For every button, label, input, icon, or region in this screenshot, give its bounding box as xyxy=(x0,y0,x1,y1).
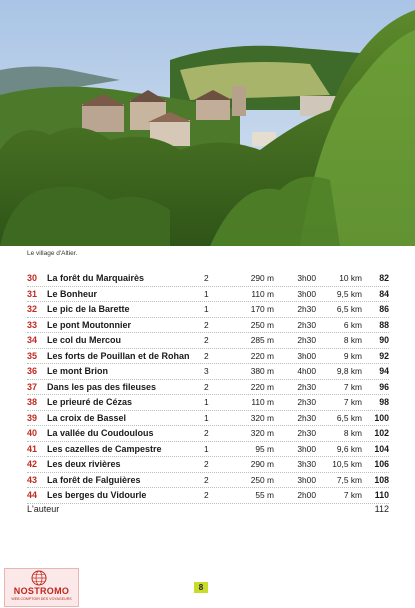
toc-time: 3h00 xyxy=(297,474,316,485)
toc-row[interactable] xyxy=(27,349,389,365)
toc-page: 84 xyxy=(379,288,389,299)
toc-time: 2h30 xyxy=(297,319,316,330)
toc-dist: 7 km xyxy=(343,397,362,408)
toc-diff: 1 xyxy=(204,443,209,454)
toc-row[interactable] xyxy=(27,473,389,489)
toc-num: 43 xyxy=(27,474,38,485)
toc-diff: 2 xyxy=(204,459,209,470)
toc-title: Le Bonheur xyxy=(47,288,98,299)
toc-diff: 2 xyxy=(204,273,209,284)
toc-row[interactable] xyxy=(27,411,389,427)
toc-time: 3h00 xyxy=(297,443,316,454)
toc-time: 2h30 xyxy=(297,428,316,439)
auteur-entry[interactable] xyxy=(27,504,389,514)
toc-page: 88 xyxy=(379,319,389,330)
toc-dist: 8 km xyxy=(343,428,362,439)
toc-row[interactable] xyxy=(27,333,389,349)
toc-time: 2h30 xyxy=(297,335,316,346)
toc-diff: 1 xyxy=(204,288,209,299)
toc-num: 39 xyxy=(27,412,38,423)
toc-diff: 1 xyxy=(204,412,209,423)
toc-diff: 2 xyxy=(204,319,209,330)
toc-row[interactable] xyxy=(27,442,389,458)
nostromo-logo xyxy=(4,568,79,607)
toc-time: 2h30 xyxy=(297,381,316,392)
toc-title: Le prieuré de Cézas xyxy=(47,397,133,408)
toc-dist: 7,5 km xyxy=(336,474,362,485)
toc-time: 3h30 xyxy=(297,459,316,470)
toc-row[interactable] xyxy=(27,271,389,287)
toc-dist: 8 km xyxy=(343,335,362,346)
toc-num: 38 xyxy=(27,397,38,408)
toc-time: 3h00 xyxy=(297,288,316,299)
toc-num: 32 xyxy=(27,304,38,315)
toc-title: Le pic de la Barette xyxy=(47,304,130,315)
toc-diff: 2 xyxy=(204,428,209,439)
toc-time: 2h30 xyxy=(297,304,316,315)
toc-elev: 320 m xyxy=(250,412,274,423)
toc-dist: 10 km xyxy=(339,273,362,284)
toc-num: 42 xyxy=(27,459,38,470)
toc-elev: 250 m xyxy=(250,474,274,485)
toc-num: 35 xyxy=(27,350,38,361)
toc-diff: 3 xyxy=(204,366,209,377)
toc-time: 3h00 xyxy=(297,350,316,361)
toc-num: 40 xyxy=(27,428,38,439)
toc-page: 102 xyxy=(374,428,389,439)
toc-elev: 290 m xyxy=(250,459,274,470)
toc-row[interactable] xyxy=(27,380,389,396)
toc-row[interactable] xyxy=(27,287,389,303)
toc-row[interactable] xyxy=(27,364,389,380)
toc-num: 37 xyxy=(27,381,38,392)
toc-dist: 9,5 km xyxy=(336,288,362,299)
auteur-label: L'auteur xyxy=(27,504,60,514)
toc-dist: 6 km xyxy=(343,319,362,330)
toc-page: 94 xyxy=(379,366,389,377)
toc-dist: 6,5 km xyxy=(336,412,362,423)
toc-num: 36 xyxy=(27,366,38,377)
toc-dist: 9,8 km xyxy=(336,366,362,377)
toc-dist: 9,6 km xyxy=(336,443,362,454)
page-number: 8 xyxy=(194,582,208,593)
toc-row[interactable] xyxy=(27,488,389,504)
toc-diff: 2 xyxy=(204,490,209,501)
toc-dist: 6,5 km xyxy=(336,304,362,315)
toc-elev: 290 m xyxy=(250,273,274,284)
toc-diff: 2 xyxy=(204,474,209,485)
toc-dist: 9 km xyxy=(343,350,362,361)
toc-title: Les cazelles de Campestre xyxy=(47,443,162,454)
toc-title: La croix de Bassel xyxy=(47,412,127,423)
toc-title: Le pont Moutonnier xyxy=(47,319,131,330)
toc-elev: 285 m xyxy=(250,335,274,346)
toc-dist: 7 km xyxy=(343,490,362,501)
toc-elev: 170 m xyxy=(250,304,274,315)
toc-num: 30 xyxy=(27,273,38,284)
toc-title: La forêt du Marquairès xyxy=(47,273,145,284)
toc-diff: 2 xyxy=(204,381,209,392)
toc-title: Les berges du Vidourle xyxy=(47,490,147,501)
toc-page: 104 xyxy=(374,443,389,454)
toc-diff: 1 xyxy=(204,397,209,408)
toc-elev: 220 m xyxy=(250,350,274,361)
table-of-contents xyxy=(27,271,389,504)
photo-caption: Le village d'Altier. xyxy=(27,250,78,257)
toc-title: Le mont Brion xyxy=(47,366,108,377)
globe-icon xyxy=(31,570,47,586)
toc-title: La forêt de Falguières xyxy=(47,474,141,485)
toc-time: 2h30 xyxy=(297,397,316,408)
toc-page: 110 xyxy=(374,490,389,501)
toc-page: 90 xyxy=(379,335,389,346)
logo-brand: NOSTROMO xyxy=(13,586,70,596)
toc-row[interactable] xyxy=(27,426,389,442)
toc-row[interactable] xyxy=(27,318,389,334)
toc-title: Les deux rivières xyxy=(47,459,121,470)
toc-time: 4h00 xyxy=(297,366,316,377)
toc-elev: 55 m xyxy=(255,490,274,501)
toc-time: 2h00 xyxy=(297,490,316,501)
toc-elev: 380 m xyxy=(250,366,274,377)
toc-page: 108 xyxy=(374,474,389,485)
toc-diff: 1 xyxy=(204,304,209,315)
toc-elev: 110 m xyxy=(251,397,274,408)
toc-title: Les forts de Pouillan et de Rohan xyxy=(47,350,190,361)
toc-row[interactable] xyxy=(27,302,389,318)
toc-time: 3h00 xyxy=(297,273,316,284)
toc-num: 44 xyxy=(27,490,38,501)
toc-dist: 10,5 km xyxy=(332,459,362,470)
toc-elev: 110 m xyxy=(251,288,274,299)
logo-tagline: WEB COMPTOIR DES VOYAGEURS xyxy=(11,597,72,601)
toc-time: 2h30 xyxy=(297,412,316,423)
toc-diff: 2 xyxy=(204,350,209,361)
toc-page: 98 xyxy=(379,397,389,408)
toc-page: 96 xyxy=(379,381,389,392)
toc-page: 82 xyxy=(379,273,389,284)
toc-title: Le col du Mercou xyxy=(47,335,122,346)
toc-page: 86 xyxy=(379,304,389,315)
toc-num: 33 xyxy=(27,319,38,330)
toc-num: 34 xyxy=(27,335,38,346)
toc-row[interactable] xyxy=(27,395,389,411)
toc-title: Dans les pas des fileuses xyxy=(47,381,157,392)
village-photo xyxy=(0,0,415,246)
toc-num: 31 xyxy=(27,288,38,299)
toc-page: 100 xyxy=(374,412,389,423)
village-landscape-illustration xyxy=(0,0,415,246)
toc-title: La vallée du Coudoulous xyxy=(47,428,154,439)
toc-num: 41 xyxy=(27,443,38,454)
toc-elev: 95 m xyxy=(255,443,274,454)
toc-elev: 320 m xyxy=(250,428,274,439)
toc-elev: 220 m xyxy=(250,381,274,392)
toc-page: 92 xyxy=(379,350,389,361)
toc-page: 106 xyxy=(374,459,389,470)
auteur-page: 112 xyxy=(374,504,389,514)
toc-diff: 2 xyxy=(204,335,209,346)
toc-elev: 250 m xyxy=(250,319,274,330)
toc-dist: 7 km xyxy=(343,381,362,392)
toc-row[interactable] xyxy=(27,457,389,473)
